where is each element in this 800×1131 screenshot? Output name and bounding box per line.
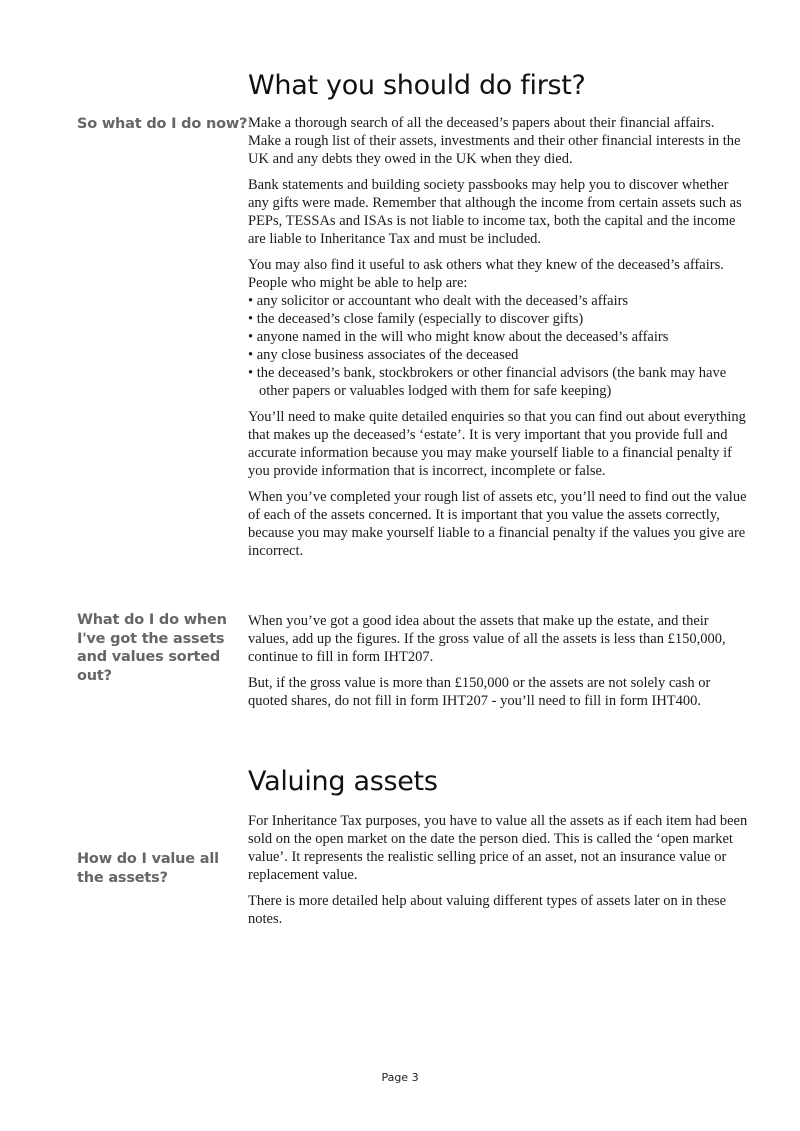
section1-body bbox=[248, 114, 748, 568]
list-item: • anyone named in the will who might know about the deceased’s affairs bbox=[248, 328, 748, 346]
paragraph: When you’ve completed your rough list of assets etc, you’ll need to find out the value of each of the assets concerned. It is important that you value the assets correctly, because you may make yourself liable to a financial penalty if the values you give are incorrect. bbox=[248, 489, 747, 559]
side-heading-how-value: How do I value all the assets? bbox=[77, 851, 219, 886]
paragraph: When you’ve got a good idea about the assets that make up the estate, and their values, add up the figures. If the gross value of all the assets is less than £150,000, continue to fill in form IHT207. bbox=[248, 613, 726, 665]
paragraph: For Inheritance Tax purposes, you have to value all the assets as if each item had been sold on the open market on the date the person died. This is called the ‘open market value’. It represents the realistic selling price of an asset, not an insurance value or replacement value. bbox=[248, 813, 748, 883]
section3-body bbox=[248, 812, 748, 936]
paragraph: You’ll need to make quite detailed enquiries so that you can find out about everything that makes up the deceased’s ‘estate’. It is very important that you provide full and accurate information because you may make yourself liable to a financial penalty if you provide information that is incorrect, incomplete or false. bbox=[248, 409, 746, 479]
side-heading-assets-sorted: What do I do when I've got the assets and values sorted out? bbox=[77, 612, 227, 684]
section-title-what-first: What you should do first? bbox=[248, 70, 586, 101]
paragraph: But, if the gross value is more than £150,000 or the assets are not solely cash or quoted shares, do not fill in form IHT207 - you’ll need to fill in form IHT400. bbox=[248, 675, 711, 709]
paragraph: You may also find it useful to ask others what they knew of the deceased’s affairs. People who might be able to help are: bbox=[248, 257, 724, 291]
page-number: Page 3 bbox=[381, 1071, 419, 1084]
section2-body bbox=[248, 612, 748, 718]
list-item: • the deceased’s bank, stockbrokers or other financial advisors (the bank may have other papers or valuables lodged with them for safe keeping) bbox=[248, 364, 748, 400]
list-item: • any solicitor or accountant who dealt with the deceased’s affairs bbox=[248, 292, 748, 310]
list-item: • any close business associates of the deceased bbox=[248, 346, 748, 364]
section-title-valuing-assets: Valuing assets bbox=[248, 766, 438, 797]
helpers-list bbox=[248, 292, 748, 400]
paragraph: Make a thorough search of all the deceased’s papers about their financial affairs. Make a rough list of their assets, investments and their other financial interests in the UK and any debts they owed in the UK when they died. bbox=[248, 115, 741, 167]
paragraph-with-list bbox=[248, 256, 748, 400]
list-item: • the deceased’s close family (especially to discover gifts) bbox=[248, 310, 748, 328]
paragraph: There is more detailed help about valuing different types of assets later on in these notes. bbox=[248, 893, 727, 927]
paragraph: Bank statements and building society passbooks may help you to discover whether any gifts were made. Remember that although the income from certain assets such as PEPs, TESSAs and ISAs is not liable to income tax, both the capital and the income are liable to Inheritance Tax and must be included. bbox=[248, 177, 742, 247]
side-heading-what-now: So what do I do now? bbox=[77, 116, 248, 132]
